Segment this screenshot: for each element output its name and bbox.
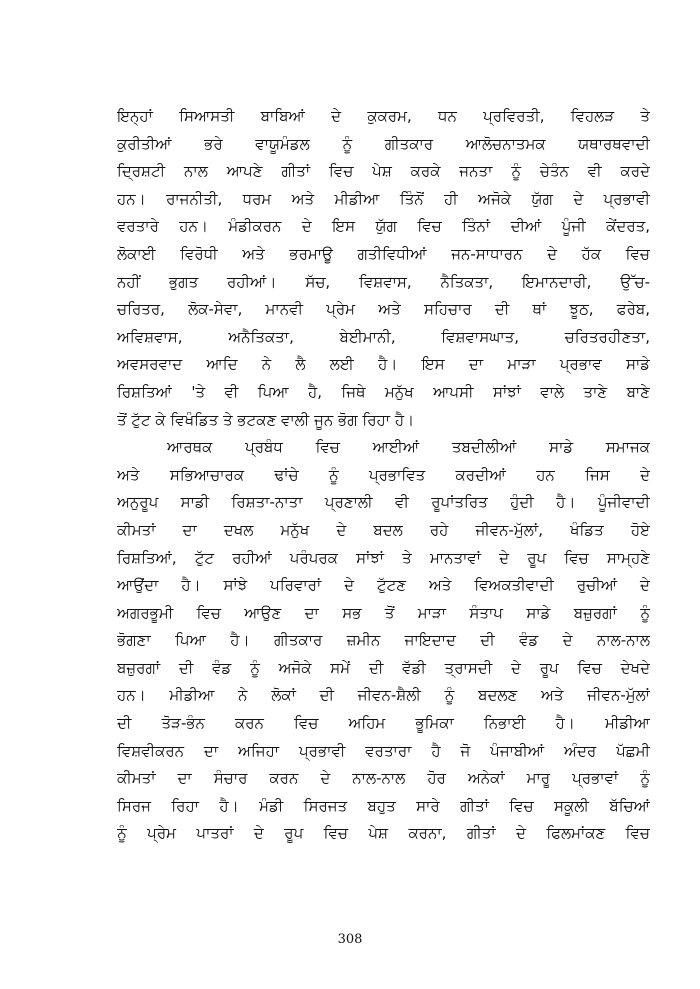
text-line: ਬਜ਼ੁਰਗਾਂ ਦੀ ਵੰਡ ਨੂੰ ਅਜੋਕੇ ਸਮੇਂ ਦੀ ਵੱਡੀ ਤ੍ਰਾਸਦੀ ਦੇ ਰੂਪ ਵਿਚ ਦੇਖਦੇ (117, 658, 650, 677)
body-text (117, 103, 650, 848)
text-line: ਕੁਰੀਤੀਆਂ ਭਰੇ ਵਾਯੂਮੰਡਲ ਨੂੰ ਗੀਤਕਾਰ ਆਲੋਚਨਾਤਮਕ ਯਥਾਰਥਵਾਦੀ (117, 134, 650, 153)
page-number: 308 (337, 932, 363, 947)
text-line: ਕੀਮਤਾਂ ਦਾ ਦਖਲ ਮਨੁੱਖ ਦੇ ਬਦਲ ਰਹੇ ਜੀਵਨ-ਮੁੱਲਾਂ, ਖੰਡਿਤ ਹੋਏ (117, 520, 650, 539)
text-line: ਦੀ ਤੋੜ-ਭੰਨ ਕਰਨ ਵਿਚ ਅਹਿਮ ਭੂਮਿਕਾ ਨਿਭਾਈ ਹੈ। ਮੀਡੀਆ (117, 714, 650, 733)
text-line: ਕੀਮਤਾਂ ਦਾ ਸੰਚਾਰ ਕਰਨ ਦੇ ਨਾਲ-ਨਾਲ ਹੋਰ ਅਨੇਕਾਂ ਮਾਰੂ ਪ੍ਰਭਾਵਾਂ ਨੂੰ (117, 769, 650, 788)
text-line: ਰਿਸ਼ਤਿਆਂ 'ਤੇ ਵੀ ਪਿਆ ਹੈ, ਜਿਥੇ ਮਨੁੱਖ ਆਪਸੀ ਸਾਂਝਾਂ ਵਾਲੇ ਤਾਣੇ ਬਾਣੇ (117, 382, 650, 401)
text-line: ਚਰਿਤਰ, ਲੋਕ-ਸੇਵਾ, ਮਾਨਵੀ ਪ੍ਰੇਮ ਅਤੇ ਸਹਿਚਾਰ ਦੀ ਥਾਂ ਝੂਠ, ਫਰੇਬ, (117, 300, 650, 319)
text-line: ਨਹੀਂ ਭੁਗਤ ਰਹੀਆਂ। ਸੱਚ, ਵਿਸ਼ਵਾਸ, ਨੈਤਿਕਤਾ, ਇਮਾਨਦਾਰੀ, ਉੱਚ- (117, 272, 650, 291)
paragraph-1 (117, 103, 650, 434)
text-line: ਅਵਸਰਵਾਦ ਆਦਿ ਨੇ ਲੈ ਲਈ ਹੈ। ਇਸ ਦਾ ਮਾੜਾ ਪ੍ਰਭਾਵ ਸਾਡੇ (117, 355, 650, 374)
text-line: ਆਰਥਕ ਪ੍ਰਬੰਧ ਵਿਚ ਆਈਆਂ ਤਬਦੀਲੀਆਂ ਸਾਡੇ ਸਮਾਜਕ (167, 438, 650, 457)
text-line: ਰਿਸ਼ਤਿਆਂ, ਟੁੱਟ ਰਹੀਆਂ ਪਰੰਪਰਕ ਸਾਂਝਾਂ ਤੇ ਮਾਨਤਾਵਾਂ ਦੇ ਰੂਪ ਵਿਚ ਸਾਮ੍ਹਣੇ (117, 548, 650, 567)
text-line: ਤੋਂ ਟੁੱਟ ਕੇ ਵਿਖੰਡਿਤ ਤੇ ਭਟਕਣ ਵਾਲੀ ਜੂਨ ਭੋਗ ਰਿਹਾ ਹੈ। (117, 410, 415, 429)
text-line: ਲੋਕਾਈ ਵਿਰੋਧੀ ਅਤੇ ਭਰਮਾਊ ਗਤੀਵਿਧੀਆਂ ਜਨ-ਸਾਧਾਰਨ ਦੇ ਹੱਕ ਵਿਚ (117, 244, 650, 263)
text-line: ਇਨ੍ਹਾਂ ਸਿਆਸਤੀ ਬਾਬਿਆਂ ਦੇ ਕੁਕਰਮ, ਧਨ ਪ੍ਰਵਿਰਤੀ, ਵਿਹਲੜ ਤੇ (117, 107, 650, 125)
text-line: ਸਿਰਜ ਰਿਹਾ ਹੈ। ਮੰਡੀ ਸਿਰਜਤ ਬਹੁਤ ਸਾਰੇ ਗੀਤਾਂ ਵਿਚ ਸਕੂਲੀ ਬੱਚਿਆਂ (117, 796, 650, 815)
text-line: ਆਉਂਦਾ ਹੈ। ਸਾਂਝੇ ਪਰਿਵਾਰਾਂ ਦੇ ਟੁੱਟਣ ਅਤੇ ਵਿਅਕਤੀਵਾਦੀ ਰੁਚੀਆਂ ਦੇ (117, 576, 650, 595)
text-line: ਵਰਤਾਰੇ ਹਨ। ਮੰਡੀਕਰਨ ਦੇ ਇਸ ਯੁੱਗ ਵਿਚ ਤਿੰਨਾਂ ਦੀਆਂ ਪੂੰਜੀ ਕੇਂਦਰਤ, (117, 217, 650, 236)
text-line: ਅਨੁਰੂਪ ਸਾਡੀ ਰਿਸ਼ਤਾ-ਨਾਤਾ ਪ੍ਰਣਾਲੀ ਵੀ ਰੂਪਾਂਤਰਿਤ ਹੁੰਦੀ ਹੈ। ਪੂੰਜੀਵਾਦੀ (117, 493, 650, 512)
text-line: ਨੂੰ ਪ੍ਰੇਮ ਪਾਤਰਾਂ ਦੇ ਰੂਪ ਵਿਚ ਪੇਸ਼ ਕਰਨਾ, ਗੀਤਾਂ ਦੇ ਫਿਲਮਾਂਕਣ ਵਿਚ (117, 824, 650, 843)
text-line: ਅਵਿਸ਼ਵਾਸ, ਅਨੈਤਿਕਤਾ, ਬੇਈਮਾਨੀ, ਵਿਸ਼ਵਾਸਘਾਤ, ਚਰਿਤਰਹੀਣਤਾ, (117, 327, 650, 346)
paragraph-2 (117, 434, 650, 848)
text-line: ਹਨ। ਰਾਜਨੀਤੀ, ਧਰਮ ਅਤੇ ਮੀਡੀਆ ਤਿੰਨੋਂ ਹੀ ਅਜੋਕੇ ਯੁੱਗ ਦੇ ਪ੍ਰਭਾਵੀ (117, 189, 650, 208)
text-line: ਅਤੇ ਸਭਿਆਚਾਰਕ ਢਾਂਚੇ ਨੂੰ ਪ੍ਰਭਾਵਿਤ ਕਰਦੀਆਂ ਹਨ ਜਿਸ ਦੇ (117, 465, 650, 484)
text-line: ਭੋਗਣਾ ਪਿਆ ਹੈ। ਗੀਤਕਾਰ ਜ਼ਮੀਨ ਜਾਇਦਾਦ ਦੀ ਵੰਡ ਦੇ ਨਾਲ-ਨਾਲ (117, 631, 650, 650)
text-line: ਅਗਰਭੂਮੀ ਵਿਚ ਆਉਣ ਦਾ ਸਭ ਤੋਂ ਮਾੜਾ ਸੰਤਾਪ ਸਾਡੇ ਬਜ਼ੁਰਗਾਂ ਨੂੰ (117, 603, 650, 622)
text-line: ਵਿਸ਼ਵੀਕਰਨ ਦਾ ਅਜਿਹਾ ਪ੍ਰਭਾਵੀ ਵਰਤਾਰਾ ਹੈ ਜੋ ਪੰਜਾਬੀਆਂ ਅੰਦਰ ਪੱਛਮੀ (117, 741, 650, 760)
text-line: ਹਨ। ਮੀਡੀਆ ਨੇ ਲੋਕਾਂ ਦੀ ਜੀਵਨ-ਸ਼ੈਲੀ ਨੂੰ ਬਦਲਣ ਅਤੇ ਜੀਵਨ-ਮੁੱਲਾਂ (117, 686, 650, 705)
text-line: ਦ੍ਰਿਸ਼ਟੀ ਨਾਲ ਆਪਣੇ ਗੀਤਾਂ ਵਿਚ ਪੇਸ਼ ਕਰਕੇ ਜਨਤਾ ਨੂੰ ਚੇਤੰਨ ਵੀ ਕਰਦੇ (117, 162, 650, 181)
